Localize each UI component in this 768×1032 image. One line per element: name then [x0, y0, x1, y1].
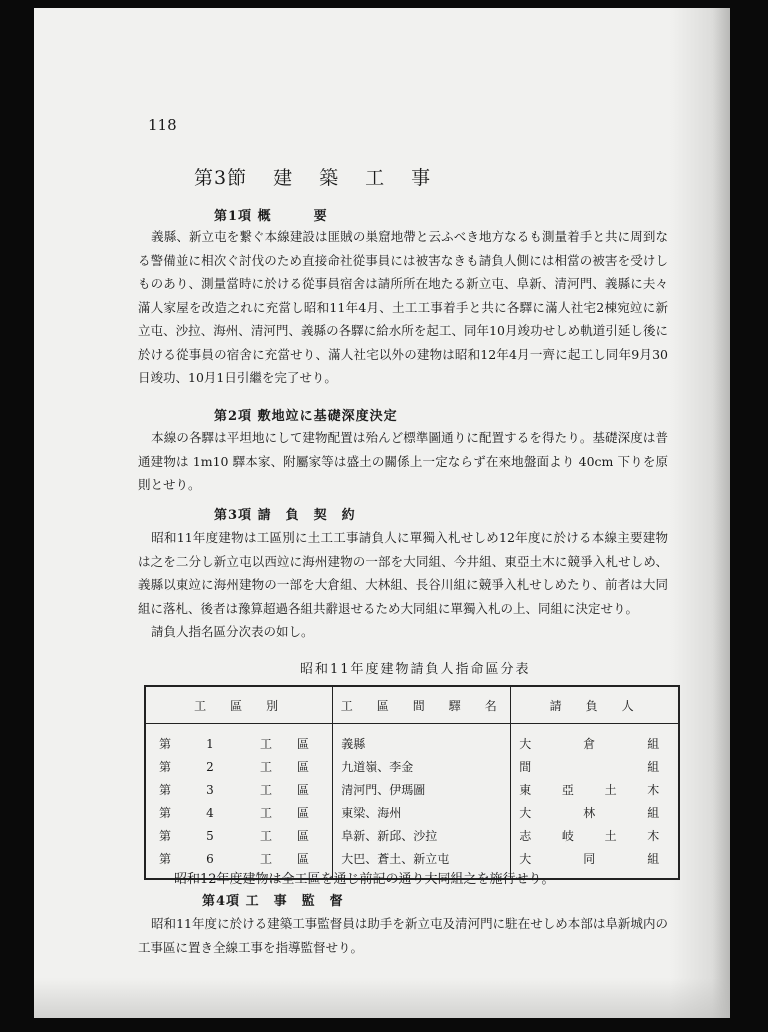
item4-body	[138, 912, 668, 959]
cell-stations: 九道嶺、李金	[333, 755, 511, 778]
cell-stations: 義縣	[333, 724, 511, 756]
cell-dai: 第	[158, 852, 171, 866]
cell-ko: 工	[259, 829, 272, 843]
cell-dai: 第	[158, 737, 171, 751]
table-after-note: 昭和12年度建物は全工區を通じ前記の通り大同組之を施行せり。	[174, 872, 555, 887]
item3-body-text: 昭和11年度建物は工區別に土工工事請負人に單獨入札せしめ12年度に於ける本線主要建物は之を二分し新立屯以西竝に海州建物の一部を大同組、今井組、東亞土木に競爭入札せしめ、義縣以東竝に海州建物の一部を大倉組、大林組、長谷川組に競爭入札せしめたり、前者は大同組に落札、後者は豫算超過各組共辭退せるため大同組に單獨入札の上、同組に決定せり。	[138, 530, 668, 616]
document-page	[34, 8, 730, 1018]
item4-body-text: 昭和11年度に於ける建築工事監督員は助手を新立屯及清河門に駐在せしめ本部は阜新城内の工事區に置き全線工事を指導監督せり。	[138, 916, 668, 955]
item1-body-text: 義縣、新立屯を繋ぐ本線建設は匪賊の巣窟地帶と云ふべき地方なるも測量着手と共に周到なる警備並に相次ぐ討伐のため直接命社從事員には被害なきも請負人側には相當の被害を受けしものあり、測量當時に於ける從事員宿舍は請所所在地たる新立屯、阜新、清河門、義縣に夫々滿人家屋を改造之れに充當し昭和11年4月、土工工事着手と共に各驛に滿人社宅2棟宛竝に新立屯、沙拉、海州、清河門、義縣の各驛に給水所を起工、同年10月竣功せしめ軌道引延し後に於ける從事員の宿舍に充當せり、滿人社宅以外の建物は昭和12年4月一齊に起工し同年9月30日竣功、10月1日引繼を完了せり。	[138, 229, 668, 385]
item3-body	[138, 526, 668, 644]
contractor-name: 大倉組	[519, 737, 660, 751]
cell-ko: 工	[259, 783, 272, 797]
cell-contractor	[511, 755, 679, 778]
table-header: 工 區 別	[145, 686, 333, 724]
cell-ku: 區	[296, 760, 309, 774]
cell-stations: 大巴、蒼土、新立屯	[333, 847, 511, 879]
section-title	[194, 163, 431, 190]
cell-dai: 第	[158, 806, 171, 820]
item3-note: 請負人指名區分次表の如し。	[151, 624, 314, 639]
item2-body	[138, 426, 668, 497]
cell-num: 2	[206, 760, 214, 774]
cell-ko: 工	[259, 806, 272, 820]
cell-stations: 清河門、伊瑪圖	[333, 778, 511, 801]
cell-num: 6	[206, 852, 214, 866]
cell-section	[145, 778, 333, 801]
cell-ko: 工	[259, 760, 272, 774]
table-header: 請 負 人	[511, 686, 679, 724]
cell-contractor	[511, 824, 679, 847]
item1-body	[138, 225, 668, 390]
cell-section	[145, 724, 333, 756]
table-row	[145, 778, 679, 801]
section-title-char: 建	[273, 167, 294, 189]
cell-num: 1	[206, 737, 214, 751]
item3-heading: 第3項 請 負 契 約	[214, 508, 356, 523]
cell-stations: 阜新、新邱、沙拉	[333, 824, 511, 847]
section-title-char: 事	[411, 167, 432, 189]
cell-ko: 工	[259, 737, 272, 751]
item4-heading: 第4項 工 事 監 督	[202, 894, 344, 909]
cell-ku: 區	[296, 783, 309, 797]
cell-contractor	[511, 778, 679, 801]
section-label: 第3節	[194, 167, 248, 189]
contractor-table	[144, 685, 680, 880]
table-row	[145, 801, 679, 824]
cell-dai: 第	[158, 760, 171, 774]
cell-section	[145, 801, 333, 824]
cell-ku: 區	[296, 829, 309, 843]
cell-num: 5	[206, 829, 214, 843]
contractor-name: 間組	[519, 760, 660, 774]
table-header-row	[145, 686, 679, 724]
cell-dai: 第	[158, 783, 171, 797]
contractor-name: 志岐土木	[519, 829, 660, 843]
cell-ku: 區	[296, 737, 309, 751]
cell-section	[145, 824, 333, 847]
cell-ku: 區	[296, 806, 309, 820]
contractor-name: 東亞土木	[519, 783, 660, 797]
table-header: 工 區 間 驛 名	[333, 686, 511, 724]
table-row	[145, 824, 679, 847]
item2-heading: 第2項 敷地竝に基礎深度決定	[214, 409, 398, 424]
table-row	[145, 755, 679, 778]
cell-contractor	[511, 724, 679, 756]
section-title-char: 工	[365, 167, 386, 189]
table-caption: 昭和11年度建物請負人指命區分表	[300, 662, 531, 677]
cell-ko: 工	[259, 852, 272, 866]
contractor-name: 大同組	[519, 852, 660, 866]
cell-num: 3	[206, 783, 214, 797]
cell-num: 4	[206, 806, 214, 820]
section-title-char: 築	[319, 167, 340, 189]
page-number: 118	[148, 116, 177, 134]
cell-contractor	[511, 801, 679, 824]
page-bottom-shadow	[34, 978, 730, 1018]
item2-body-text: 本線の各驛は平坦地にして建物配置は殆んど標準圖通りに配置するを得たり。基礎深度は普通建物は 1m10 驛本家、附屬家等は盛土の關係上一定ならず在來地盤面より 40cm 下りを原則とせり。	[138, 430, 668, 492]
table-row	[145, 724, 679, 756]
cell-dai: 第	[158, 829, 171, 843]
cell-ku: 區	[296, 852, 309, 866]
cell-stations: 東梁、海州	[333, 801, 511, 824]
contractor-name: 大林組	[519, 806, 660, 820]
item1-heading: 第1項 概 要	[214, 209, 328, 224]
cell-section	[145, 755, 333, 778]
